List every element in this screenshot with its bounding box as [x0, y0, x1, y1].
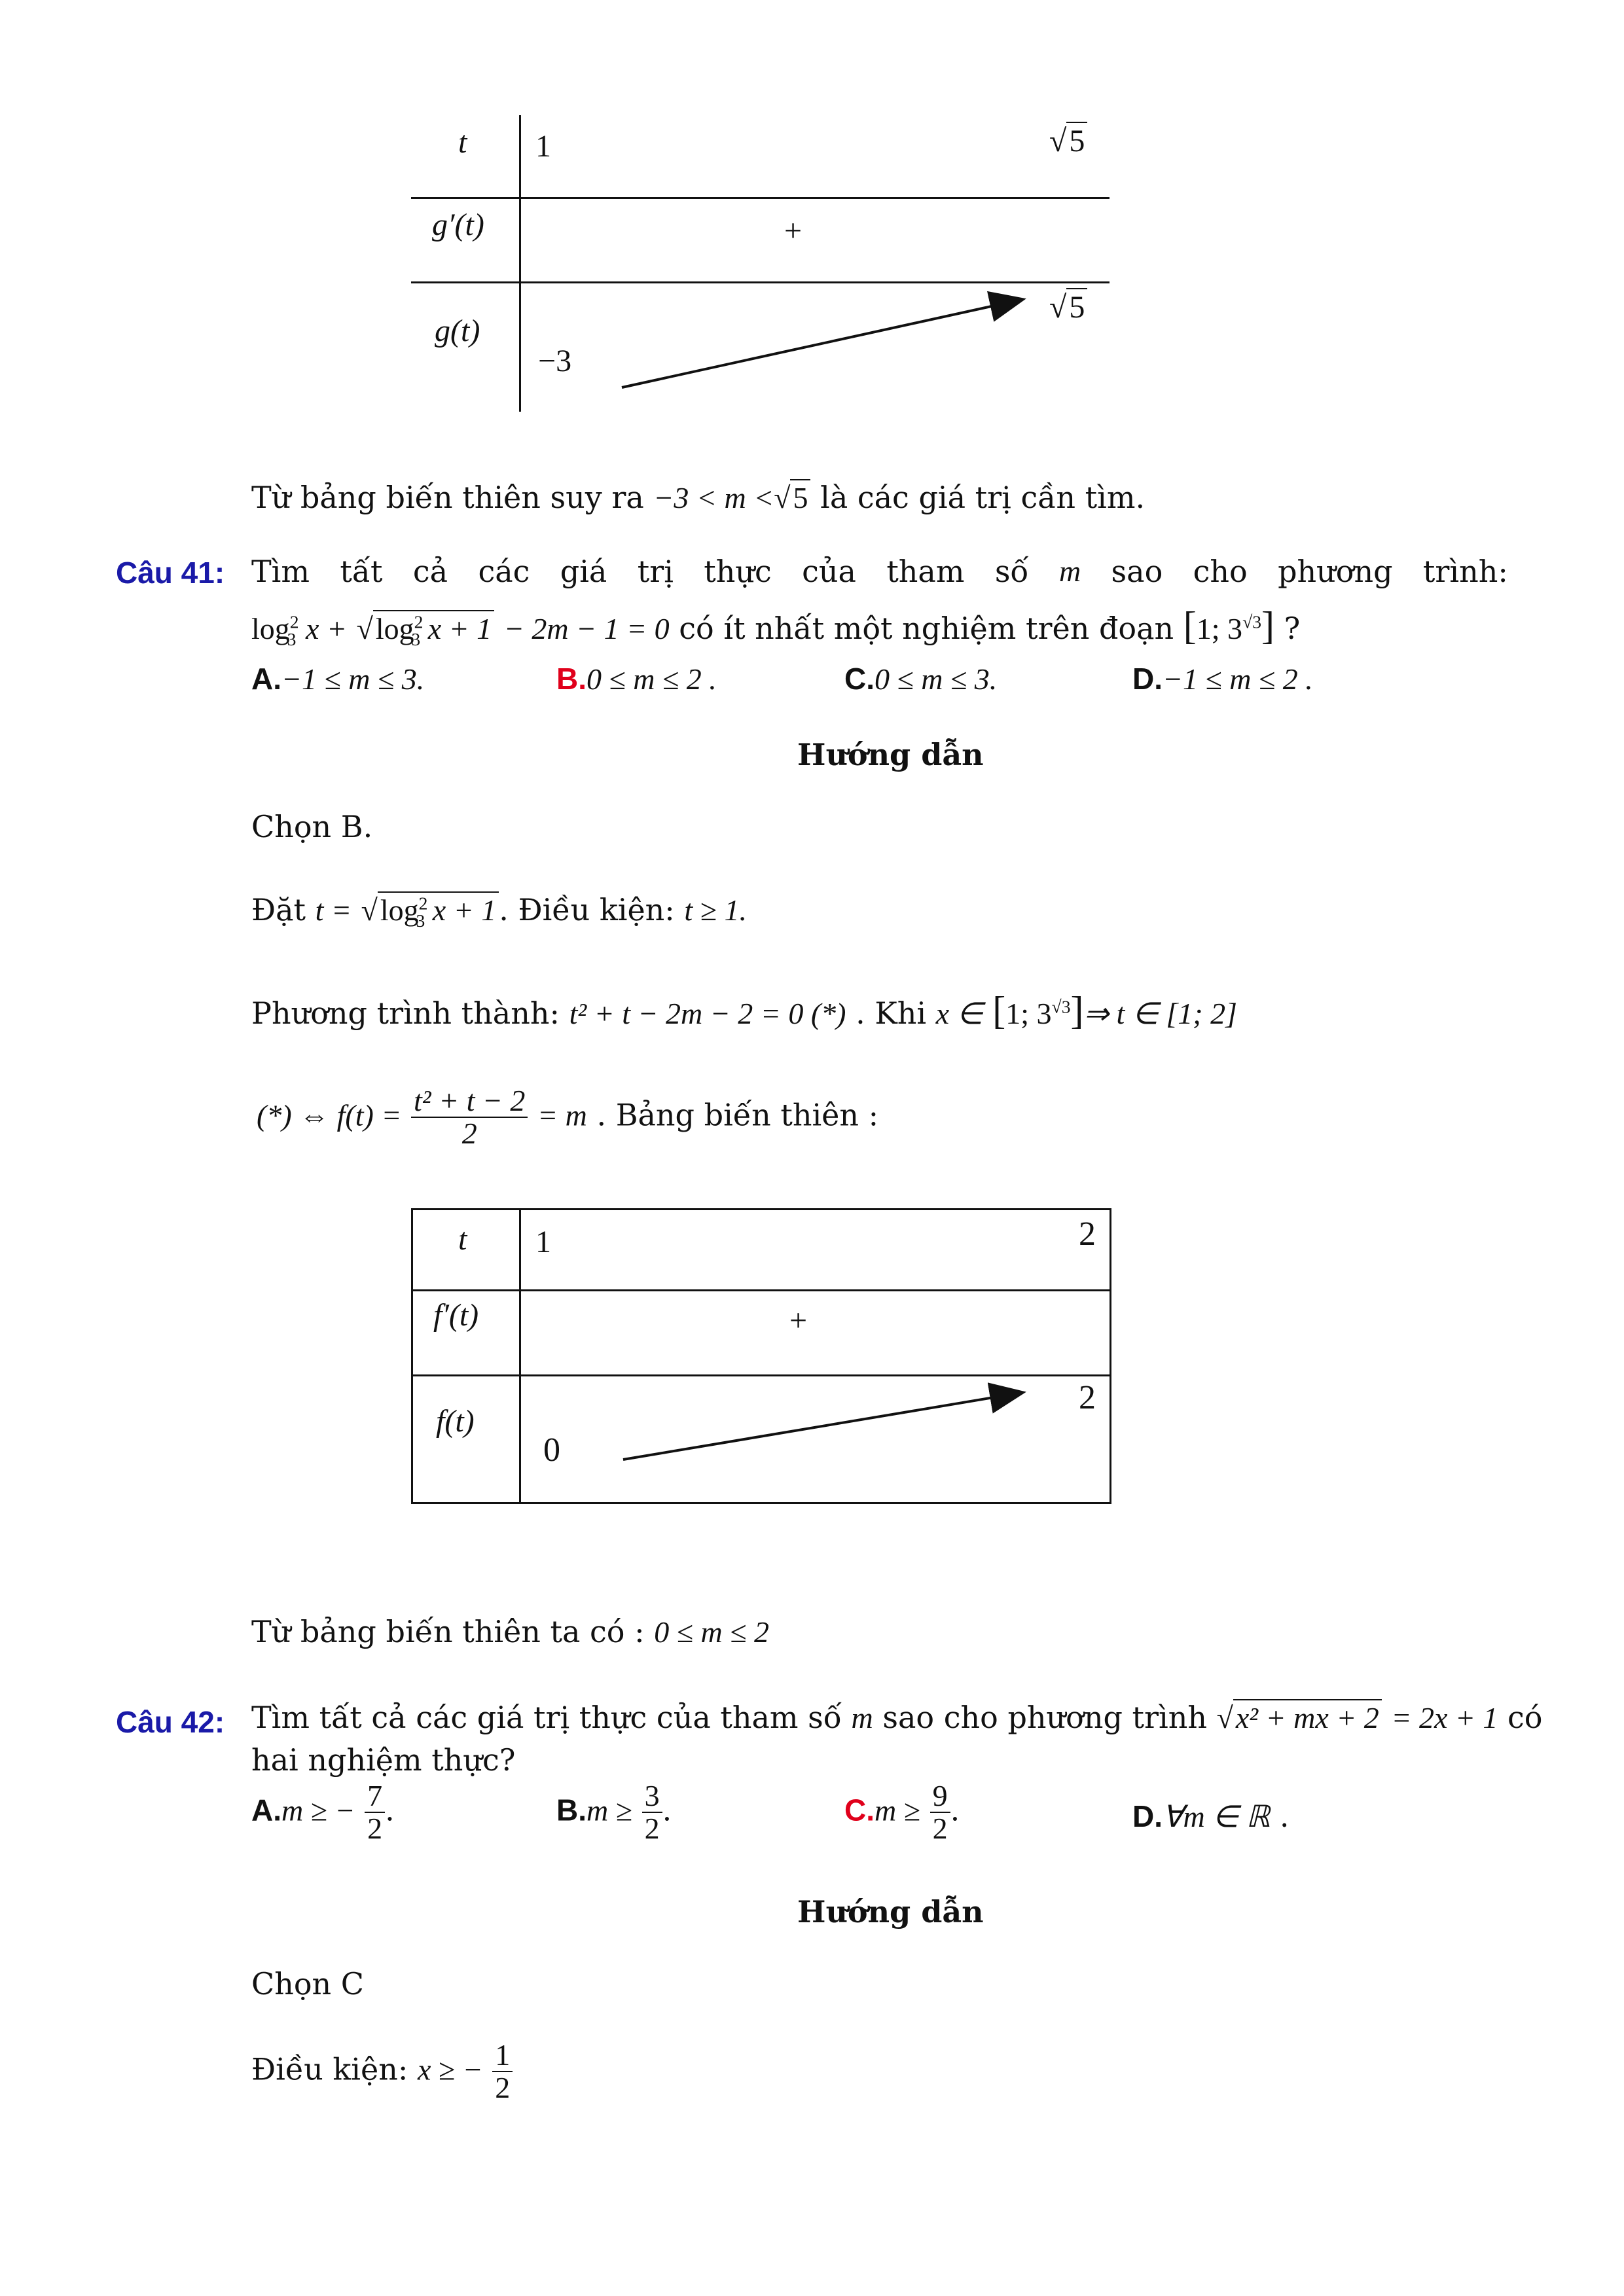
- transformed-equation-line: Phương trình thành: t² + t − 2m − 2 = 0 (*) . Khi x ∈ [1; $3^{√3}]\Rightarrow$ t ∈ [1; 2]: [251, 989, 1237, 1032]
- table2-conclusion: Từ bảng biến thiên ta có : 0 ≤ m ≤ 2: [251, 1614, 769, 1649]
- g-start: −3: [538, 344, 572, 378]
- option-41-b[interactable]: B.0 ≤ m ≤ 2 .: [556, 662, 717, 696]
- g-label: g(t): [435, 314, 480, 348]
- option-42-c[interactable]: C.m ≥ $\frac{9}{2}$ .: [844, 1779, 960, 1846]
- question-42-label: Câu 42:: [116, 1705, 225, 1739]
- question-41-line1: Tìm tất cả các giá trị thực của tham số m sao cho phương trình:: [251, 554, 1508, 589]
- t-label: t: [458, 125, 467, 160]
- option-42-a[interactable]: A.m ≥ − $\frac{7}{2}$ .: [251, 1779, 395, 1846]
- t-label-2: t: [458, 1222, 467, 1257]
- condition-line-42: Điều kiện: x ≥ − $\frac{1}{2}$: [251, 2039, 513, 2104]
- question-41-equation: $\log^2_3 x + √\log^2_3$ x + 1 − 2m − 1 = 0 có ít nhất một nghiệm trên đoạn [1; $3^{√3}$] ?: [251, 604, 1301, 650]
- question-42-line1: Tìm tất cả các giá trị thực của tham số m sao cho phương trình √x² + mx + 2 = 2x + 1 có: [251, 1700, 1543, 1735]
- t-end-2: 2: [1079, 1215, 1096, 1253]
- option-41-c[interactable]: C.0 ≤ m ≤ 3.: [844, 662, 998, 696]
- t-start: 1: [535, 129, 551, 164]
- guide-heading-42: Hướng dẫn: [797, 1894, 984, 1929]
- g-prime-sign: +: [784, 213, 803, 248]
- g-prime-label: g′(t): [432, 207, 484, 242]
- f-label: f(t): [436, 1404, 475, 1439]
- option-41-a[interactable]: A.−1 ≤ m ≤ 3.: [251, 662, 425, 696]
- answer-42: Chọn C: [251, 1966, 364, 2001]
- function-definition-line: (*) ⇔ f(t) = $\frac{\text{t² + t − 2}}{2}$ = m . Bảng biến thiên :: [257, 1084, 879, 1151]
- f-start: 0: [543, 1431, 560, 1469]
- f-prime-label: f′(t): [433, 1298, 479, 1333]
- option-42-d[interactable]: D.∀m ∈ ℝ .: [1132, 1799, 1290, 1834]
- f-prime-sign: +: [789, 1303, 808, 1338]
- g-end: √5: [1049, 288, 1087, 325]
- guide-heading-41: Hướng dẫn: [797, 737, 984, 772]
- question-42-line2: hai nghiệm thực?: [251, 1742, 516, 1778]
- t-end: √5: [1049, 122, 1087, 159]
- substitution-line: Đặt $t = √\log^2_3$ x + 1. Điều kiện: t ≥ 1.: [251, 892, 747, 931]
- f-end: 2: [1079, 1379, 1096, 1416]
- t-start-2: 1: [535, 1225, 551, 1259]
- option-41-d[interactable]: D.−1 ≤ m ≤ 2 .: [1132, 662, 1313, 696]
- table1-conclusion: Từ bảng biến thiên suy ra −3 < m <√5 là các giá trị cần tìm.: [251, 480, 1146, 515]
- question-41-label: Câu 41:: [116, 556, 225, 590]
- answer-41: Chọn B.: [251, 809, 373, 844]
- option-42-b[interactable]: B.m ≥ $\frac{3}{2}$ .: [556, 1779, 672, 1846]
